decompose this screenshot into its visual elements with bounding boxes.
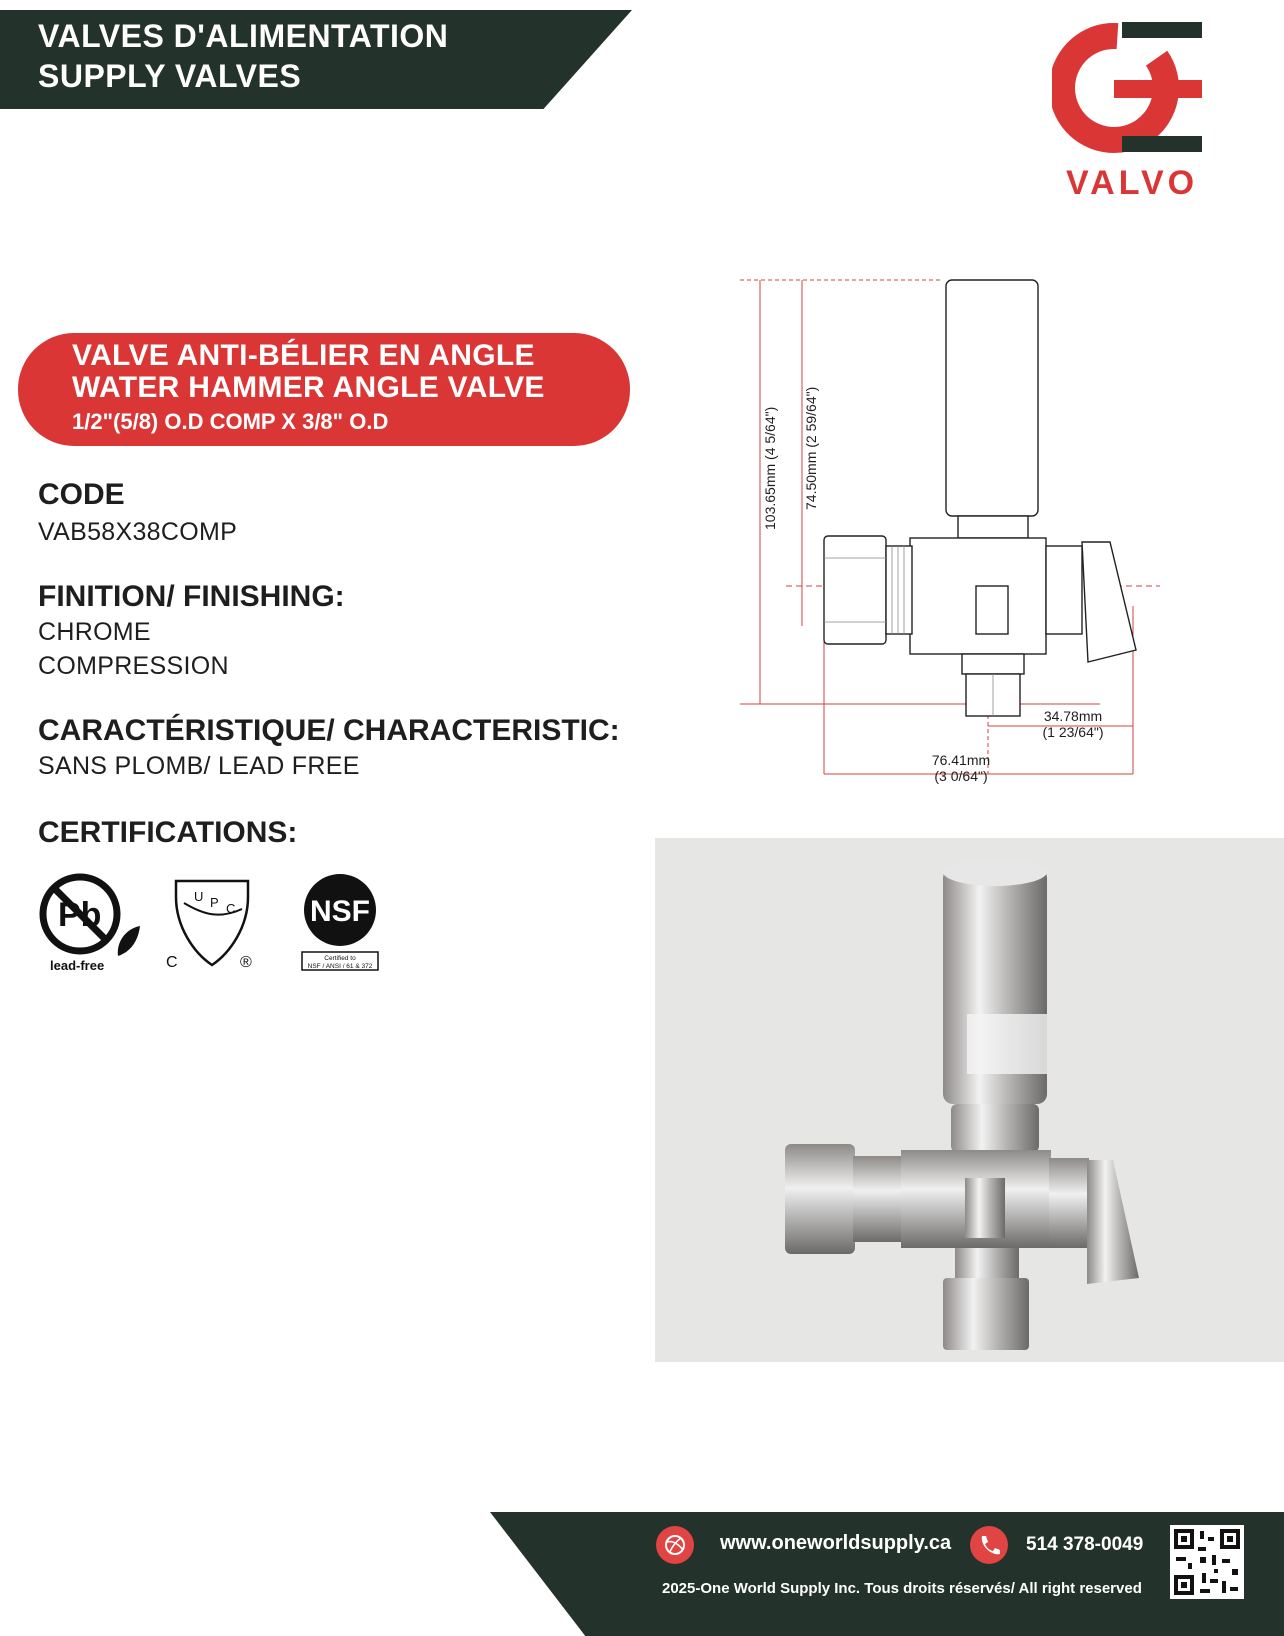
total-width-in: (3 0/64") xyxy=(934,768,988,784)
upc-cert xyxy=(164,875,260,973)
nsf-cert xyxy=(298,872,382,972)
qr-code-icon[interactable] xyxy=(1170,1525,1244,1599)
website-link[interactable]: www.oneworldsupply.ca xyxy=(720,1532,952,1554)
outlet-width-label xyxy=(1028,708,1118,740)
body-height-label: 74.50mm (2 59/64") xyxy=(803,386,819,510)
valvo-logo xyxy=(1052,18,1232,198)
nsf-cert-line2: NSF / ANSI / 61 & 372 xyxy=(307,963,373,970)
nsf-cert-line1: Certified to xyxy=(324,955,356,962)
code-value: VAB58X38COMP xyxy=(38,518,238,546)
finish-value-2: COMPRESSION xyxy=(38,652,229,680)
finish-label: FINITION/ FINISHING: xyxy=(38,580,345,613)
nsf-text: NSF xyxy=(310,895,370,928)
phone-link[interactable]: 514 378-0049 xyxy=(1026,1534,1144,1555)
finish-value-1: CHROME xyxy=(38,618,151,646)
lead-free-text: lead-free xyxy=(50,958,105,972)
product-photo xyxy=(655,838,1284,1362)
pb-text: Pb xyxy=(58,896,102,934)
lead-free-icon xyxy=(38,872,143,972)
product-title-en: WATER HAMMER ANGLE VALVE xyxy=(72,371,545,404)
copyright-text: 2025-One World Supply Inc. Tous droits réservés/ All right reserved xyxy=(662,1580,1142,1597)
characteristic-label: CARACTÉRISTIQUE/ CHARACTERISTIC: xyxy=(38,714,620,747)
footer-band xyxy=(490,1512,1284,1636)
logo-text: VALVO xyxy=(1066,164,1199,198)
phone-icon xyxy=(970,1526,1008,1564)
total-width-mm: 76.41mm xyxy=(931,752,991,768)
outlet-width-in: (1 23/64") xyxy=(1042,724,1104,740)
upc-letter-c: C xyxy=(226,901,236,916)
upc-letter-p: P xyxy=(210,895,219,910)
header-title xyxy=(38,16,448,96)
upc-c-mark: C xyxy=(166,954,178,971)
technical-drawing xyxy=(740,270,1170,800)
nsf-icon xyxy=(298,872,382,972)
upc-r-mark: ® xyxy=(240,954,252,971)
characteristic-value: SANS PLOMB/ LEAD FREE xyxy=(38,752,360,780)
certifications-label: CERTIFICATIONS: xyxy=(38,816,298,849)
valve-photo xyxy=(655,838,1284,1362)
header-title-fr: VALVES D'ALIMENTATION xyxy=(38,18,449,54)
product-size: 1/2"(5/8) O.D COMP X 3/8" O.D xyxy=(72,409,389,434)
product-title-banner xyxy=(18,333,630,446)
lead-free-cert xyxy=(38,872,143,972)
header-title-en: SUPPLY VALVES xyxy=(38,58,302,94)
globe-icon xyxy=(656,1526,694,1564)
upc-icon xyxy=(164,875,260,973)
upc-letter-u: U xyxy=(194,889,204,904)
product-title-fr: VALVE ANTI-BÉLIER EN ANGLE xyxy=(72,339,535,372)
outlet-width-mm: 34.78mm xyxy=(1043,708,1103,724)
total-width-label xyxy=(916,752,1006,784)
total-height-label: 103.65mm (4 5/64") xyxy=(762,406,778,530)
code-label: CODE xyxy=(38,478,125,511)
logo-icon xyxy=(1052,18,1232,198)
